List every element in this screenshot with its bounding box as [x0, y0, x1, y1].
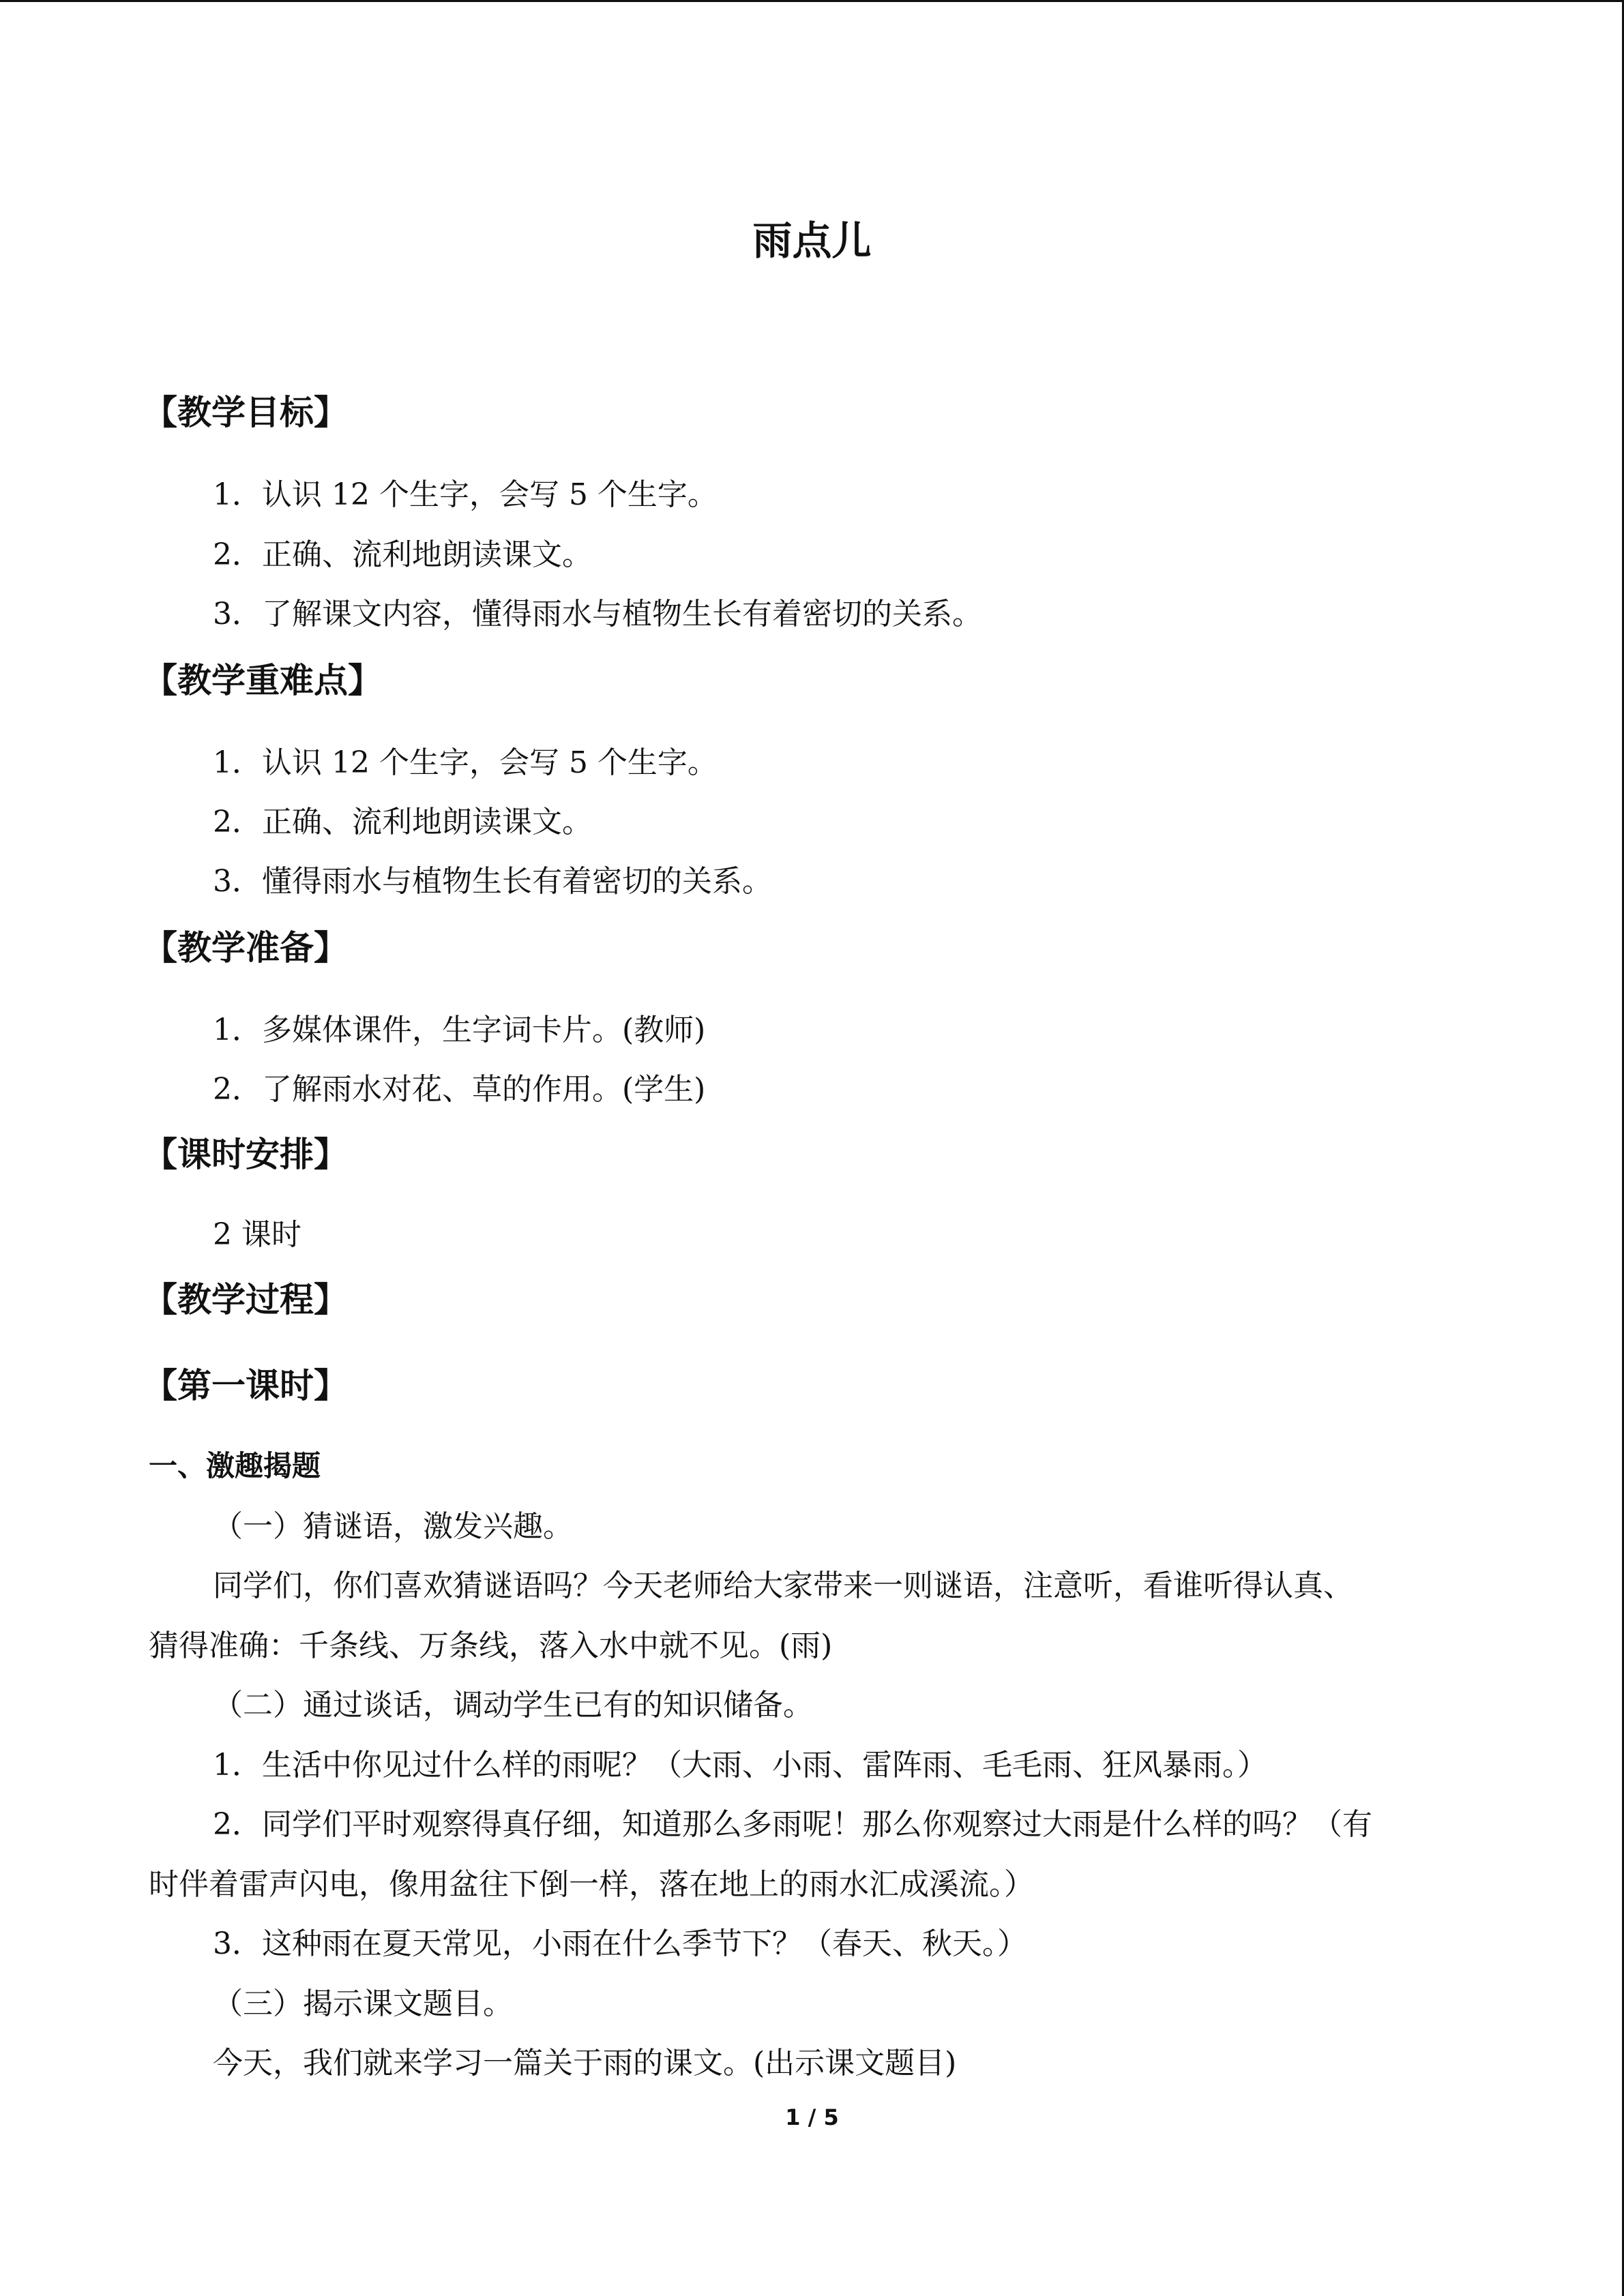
- lesson-line: 同学们，你们喜欢猜谜语吗？今天老师给大家带来一则谜语，注意听，看谁听得认真、: [213, 1568, 1353, 1603]
- lesson-line: （一）猜谜语，激发兴趣。: [213, 1509, 573, 1544]
- section-heading-key-points: 【教学重难点】: [143, 661, 382, 700]
- lesson-line: 2．同学们平时观察得真仔细，知道那么多雨呢！那么你观察过大雨是什么样的吗？（有: [213, 1807, 1372, 1842]
- page-indicator: 1 / 5: [785, 2104, 839, 2130]
- key-point-item: 1．认识 12 个生字，会写 5 个生字。: [213, 745, 718, 780]
- lesson-line: 1．生活中你见过什么样的雨呢？（大雨、小雨、雷阵雨、毛毛雨、狂风暴雨。）: [213, 1748, 1267, 1783]
- lesson-line: 猜得准确：千条线、万条线，落入水中就不见。(雨): [149, 1628, 833, 1663]
- section-heading-preparation: 【教学准备】: [143, 928, 348, 968]
- key-point-item: 2．正确、流利地朗读课文。: [213, 805, 592, 839]
- page-border-top: [0, 0, 1624, 2]
- document-title: 雨点儿: [752, 218, 872, 264]
- key-point-item: 3．懂得雨水与植物生长有着密切的关系。: [213, 864, 772, 899]
- lesson-line: （二）通过谈话，调动学生已有的知识储备。: [213, 1688, 813, 1723]
- objective-item: 2．正确、流利地朗读课文。: [213, 537, 592, 572]
- section-heading-objectives: 【教学目标】: [143, 393, 348, 432]
- objective-item: 3．了解课文内容，懂得雨水与植物生长有着密切的关系。: [213, 597, 982, 631]
- objective-item: 1．认识 12 个生字，会写 5 个生字。: [213, 477, 718, 512]
- preparation-item: 1．多媒体课件，生字词卡片。(教师): [213, 1013, 706, 1047]
- preparation-item: 2．了解雨水对花、草的作用。(学生): [213, 1072, 706, 1107]
- section-heading-first-lesson: 【第一课时】: [143, 1366, 348, 1405]
- lesson-line: 3．这种雨在夏天常见，小雨在什么季节下？（春天、秋天。）: [213, 1926, 1027, 1961]
- section-heading-schedule: 【课时安排】: [143, 1135, 348, 1174]
- lesson-line: （三）揭示课文题目。: [213, 1986, 513, 2021]
- lesson-line: 今天，我们就来学习一篇关于雨的课文。(出示课文题目): [213, 2046, 957, 2081]
- part-title: 一、激趣揭题: [149, 1449, 321, 1482]
- schedule-text: 2 课时: [213, 1217, 301, 1252]
- section-heading-process: 【教学过程】: [143, 1280, 348, 1320]
- lesson-line: 时伴着雷声闪电，像用盆往下倒一样，落在地上的雨水汇成溪流。）: [149, 1867, 1034, 1902]
